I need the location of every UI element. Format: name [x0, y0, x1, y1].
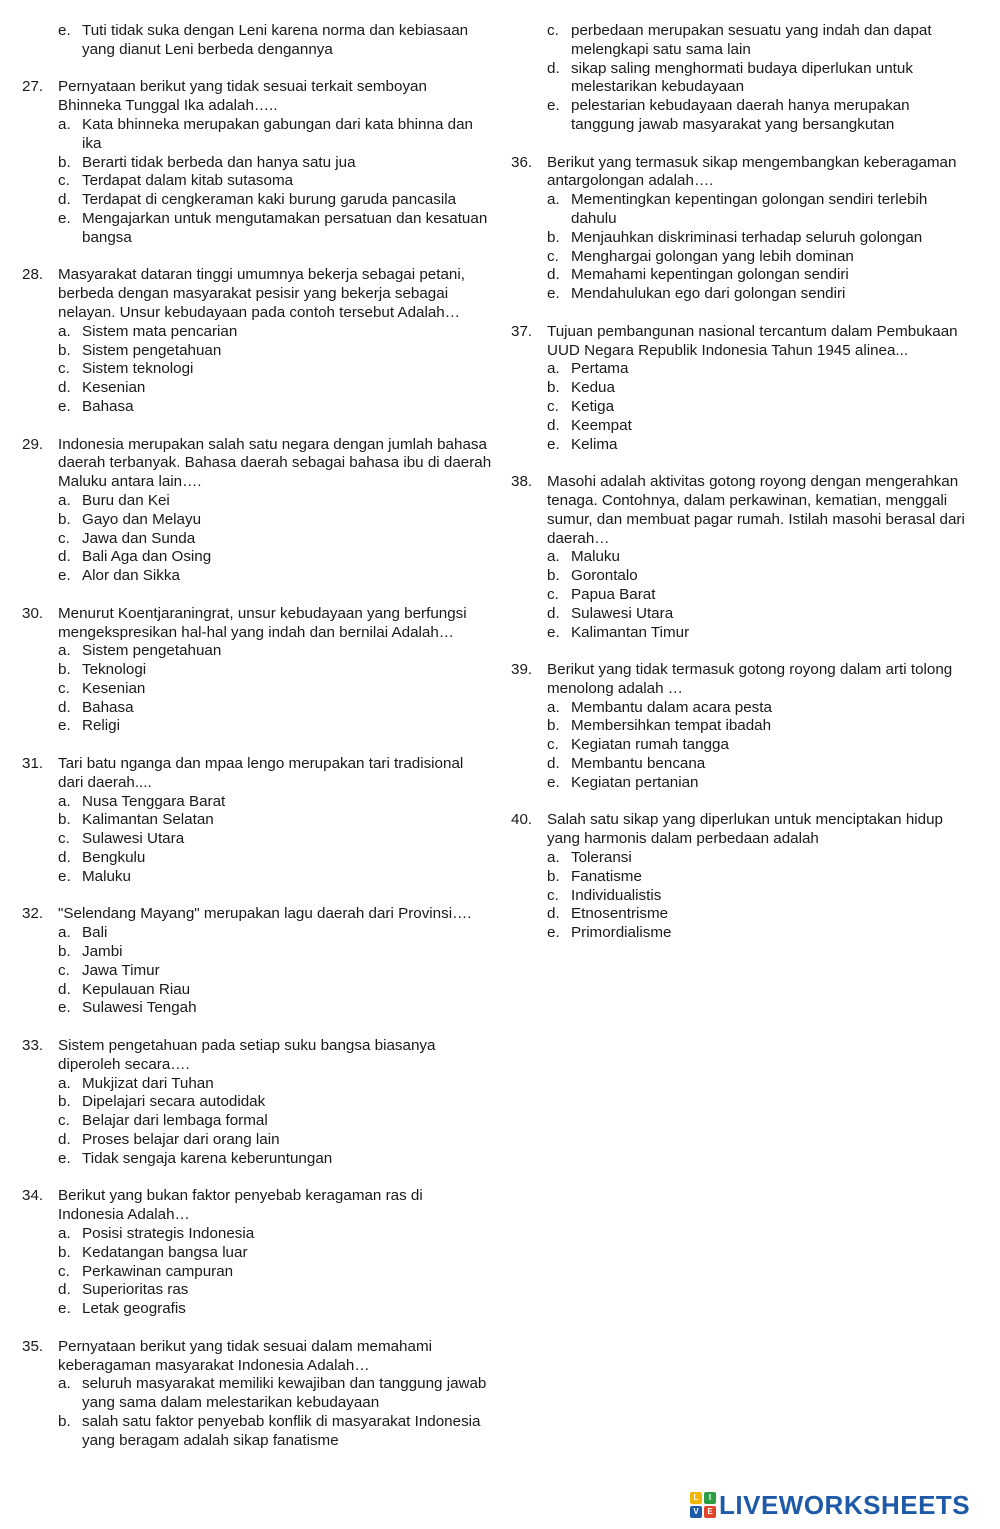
question-40 — [511, 811, 977, 943]
question-39 — [511, 661, 977, 793]
option-text: Sistem mata pencarian — [82, 322, 238, 340]
answer-option[interactable] — [22, 398, 492, 417]
option-text: Posisi strategis Indonesia — [82, 1225, 255, 1242]
option-letter: c. — [58, 830, 70, 848]
option-text: Kalimantan Selatan — [82, 811, 214, 829]
question-text: Masyarakat dataran tinggi umumnya bekerja sebagai petani, berbeda dengan masyarakat pesisir yang bekerja sebagai nelayan. Unsur kebudayaan pada contoh tersebut Adalah… — [58, 266, 465, 321]
question-stem — [22, 605, 492, 643]
brand-name: LIVEWORKSHEETS — [719, 1489, 971, 1520]
question-number: 35. — [22, 1337, 44, 1355]
option-letter: d. — [58, 1131, 71, 1149]
question-38 — [511, 473, 977, 642]
option-letter: e. — [58, 867, 71, 885]
question-stem — [22, 905, 492, 924]
answer-option[interactable] — [22, 492, 492, 511]
answer-option[interactable] — [511, 248, 977, 267]
option-letter: b. — [547, 228, 560, 246]
answer-option[interactable] — [511, 905, 977, 924]
option-text: salah satu faktor penyebab konflik di masyarakat Indonesia yang beragam adalah sikap fanatisme — [82, 1412, 481, 1449]
question-number: 29. — [22, 435, 44, 453]
option-letter: d. — [547, 416, 560, 434]
option-letter: b. — [547, 379, 560, 397]
question-number: 34. — [22, 1187, 44, 1205]
option-letter: e. — [58, 999, 71, 1017]
option-letter: a. — [547, 698, 560, 716]
option-letter: b. — [58, 341, 71, 359]
option-letter: e. — [58, 567, 71, 585]
option-letter: b. — [58, 510, 71, 528]
answer-option[interactable] — [511, 605, 977, 624]
answer-option[interactable] — [511, 586, 977, 605]
option-text: Mementingkan kepentingan golongan sendiri terlebih dahulu — [571, 191, 928, 227]
answer-option[interactable] — [22, 943, 492, 962]
answer-option[interactable] — [22, 567, 492, 586]
answer-option[interactable] — [22, 962, 492, 981]
option-text: Individualistis — [571, 886, 662, 904]
question-text: Berikut yang tidak termasuk gotong royong dalam arti tolong menolong adalah … — [547, 661, 953, 697]
question-number: 38. — [511, 473, 533, 491]
question-stem — [22, 436, 492, 492]
option-text: Ketiga — [571, 397, 615, 415]
option-letter: c. — [58, 1112, 70, 1130]
option-text: Sulawesi Utara — [82, 830, 185, 848]
option-letter: b. — [547, 717, 560, 735]
option-letter: c. — [58, 679, 70, 697]
option-letter: e. — [58, 717, 71, 735]
question-number: 39. — [511, 661, 533, 679]
answer-option[interactable] — [511, 774, 977, 793]
right-column — [511, 22, 977, 962]
answer-option[interactable] — [22, 1413, 492, 1451]
option-text: Perkawinan campuran — [82, 1262, 234, 1280]
option-text: Sulawesi Utara — [571, 604, 674, 622]
option-letter: a. — [547, 191, 560, 209]
answer-option[interactable] — [22, 793, 492, 812]
option-letter: e. — [58, 22, 71, 39]
question-36 — [511, 154, 977, 304]
answer-option[interactable] — [22, 1263, 492, 1282]
option-letter: a. — [547, 849, 560, 867]
question-stem — [511, 154, 977, 192]
option-letter: d. — [547, 266, 560, 284]
option-text: Mukjizat dari Tuhan — [82, 1074, 214, 1092]
option-letter: c. — [58, 360, 70, 378]
logo-tile: E — [704, 1506, 716, 1518]
answer-option[interactable] — [22, 22, 492, 60]
answer-option[interactable] — [511, 285, 977, 304]
option-text: Teknologi — [82, 661, 147, 679]
option-letter: c. — [547, 247, 559, 265]
option-letter: d. — [58, 980, 71, 998]
option-letter: b. — [58, 1412, 71, 1430]
option-letter: c. — [547, 585, 559, 603]
answer-option[interactable] — [22, 849, 492, 868]
option-text: seluruh masyarakat memiliki kewajiban dan tanggung jawab yang sama dalam melestarikan kebudayaan — [82, 1375, 487, 1412]
question-text: Indonesia merupakan salah satu negara dengan jumlah bahasa daerah terbanyak. Bahasa daerah sebagai bahasa ibu di daerah Maluku antara lain…. — [58, 435, 492, 491]
option-letter: b. — [547, 867, 560, 885]
option-text: Bali Aga dan Osing — [82, 548, 212, 566]
option-text: Fanatisme — [571, 867, 642, 885]
option-text: Belajar dari lembaga formal — [82, 1112, 268, 1130]
answer-option[interactable] — [22, 830, 492, 849]
option-text: Jawa dan Sunda — [82, 529, 196, 547]
question-text: Salah satu sikap yang diperlukan untuk menciptakan hidup yang harmonis dalam perbedaan adalah — [547, 811, 943, 848]
answer-option[interactable] — [22, 1281, 492, 1300]
option-text: Mendahulukan ego dari golongan sendiri — [571, 285, 846, 303]
option-text: Membersihkan tempat ibadah — [571, 717, 772, 735]
option-text: Membantu dalam acara pesta — [571, 698, 772, 716]
answer-option[interactable] — [22, 642, 492, 661]
question-text: Pernyataan berikut yang tidak sesuai dalam memahami keberagaman masyarakat Indonesia Adalah… — [58, 1337, 432, 1374]
option-letter: a. — [58, 491, 71, 509]
answer-option[interactable] — [511, 229, 977, 248]
option-letter: d. — [58, 548, 71, 566]
logo-tile: I — [704, 1492, 716, 1504]
answer-option[interactable] — [22, 999, 492, 1018]
answer-option[interactable] — [22, 511, 492, 530]
option-text: Kegiatan pertanian — [571, 773, 699, 791]
question-text: Tujuan pembangunan nasional tercantum dalam Pembukaan UUD Negara Republik Indonesia Tahun 1945 alinea... — [547, 322, 958, 359]
option-text: Pertama — [571, 360, 629, 378]
question-33 — [22, 1037, 492, 1169]
answer-option[interactable] — [22, 981, 492, 1000]
question-stem — [22, 1187, 492, 1225]
question-31 — [22, 755, 492, 887]
answer-option[interactable] — [22, 360, 492, 379]
option-text: Sulawesi Tengah — [82, 999, 197, 1017]
left-column — [22, 22, 492, 1469]
option-letter: d. — [547, 59, 560, 77]
option-letter: b. — [58, 943, 71, 961]
option-letter: d. — [547, 755, 560, 773]
option-text: Terdapat di cengkeraman kaki burung garuda pancasila — [82, 191, 457, 209]
option-text: Toleransi — [571, 849, 632, 867]
option-letter: e. — [547, 924, 560, 942]
option-letter: c. — [58, 529, 70, 547]
answer-option[interactable] — [22, 323, 492, 342]
answer-option[interactable] — [22, 191, 492, 210]
question-stem — [22, 266, 492, 322]
answer-option[interactable] — [511, 849, 977, 868]
option-letter: a. — [58, 322, 71, 340]
answer-option[interactable] — [22, 717, 492, 736]
option-text: Kesenian — [82, 379, 146, 397]
option-letter: e. — [547, 285, 560, 303]
option-letter: b. — [58, 661, 71, 679]
question-30 — [22, 605, 492, 737]
answer-option[interactable] — [511, 266, 977, 285]
question-number: 27. — [22, 78, 44, 96]
answer-option[interactable] — [22, 1131, 492, 1150]
option-text: Kedatangan bangsa luar — [82, 1243, 248, 1261]
option-letter: a. — [58, 1375, 71, 1393]
option-text: Tuti tidak suka dengan Leni karena norma dan kebiasaan yang dianut Leni berbeda dengannya — [82, 22, 469, 58]
answer-option[interactable] — [22, 1112, 492, 1131]
answer-option[interactable] — [511, 60, 977, 98]
option-letter: c. — [58, 172, 70, 190]
option-text: Jawa Timur — [82, 961, 160, 979]
option-text: Jambi — [82, 943, 123, 961]
option-letter: a. — [58, 1074, 71, 1092]
answer-option[interactable] — [511, 567, 977, 586]
option-text: Memahami kepentingan golongan sendiri — [571, 266, 849, 284]
option-text: Menghargai golongan yang lebih dominan — [571, 247, 854, 265]
option-text: Religi — [82, 717, 120, 735]
option-letter: e. — [58, 209, 71, 227]
answer-option[interactable] — [22, 530, 492, 549]
logo-tile: L — [690, 1492, 702, 1504]
option-letter: a. — [547, 360, 560, 378]
option-letter: e. — [547, 435, 560, 453]
question-stem — [22, 755, 492, 793]
option-letter: b. — [58, 1093, 71, 1111]
option-letter: c. — [547, 736, 559, 754]
option-text: Nusa Tenggara Barat — [82, 792, 226, 810]
answer-option[interactable] — [511, 624, 977, 643]
option-text: Gayo dan Melayu — [82, 510, 202, 528]
option-text: Kedua — [571, 379, 615, 397]
answer-option[interactable] — [511, 548, 977, 567]
answer-option[interactable] — [22, 172, 492, 191]
option-letter: d. — [58, 191, 71, 209]
answer-option[interactable] — [22, 661, 492, 680]
question-text: Masohi adalah aktivitas gotong royong dengan mengerahkan tenaga. Contohnya, dalam perkawinan, kematian, menggali sumur, dan membuat pagar rumah. Istilah masohi berasal dari daerah… — [547, 473, 965, 547]
answer-option[interactable] — [22, 1150, 492, 1169]
option-letter: b. — [58, 153, 71, 171]
answer-option[interactable] — [511, 191, 977, 229]
option-text: Kepulauan Riau — [82, 980, 191, 998]
option-text: Kalimantan Timur — [571, 623, 690, 641]
option-text: Dipelajari secara autodidak — [82, 1093, 266, 1111]
option-letter: b. — [58, 1243, 71, 1261]
liveworksheets-logo-icon — [690, 1492, 716, 1518]
option-text: Kesenian — [82, 679, 146, 697]
answer-option[interactable] — [511, 417, 977, 436]
option-text: Bahasa — [82, 698, 134, 716]
answer-option[interactable] — [511, 699, 977, 718]
option-letter: a. — [547, 548, 560, 566]
answer-option[interactable] — [22, 1300, 492, 1319]
option-letter: d. — [58, 849, 71, 867]
answer-option[interactable] — [22, 868, 492, 887]
question-28 — [22, 266, 492, 416]
option-text: Bali — [82, 924, 108, 942]
question-number: 31. — [22, 755, 44, 773]
question-number: 30. — [22, 604, 44, 622]
question-number: 32. — [22, 905, 44, 923]
answer-option[interactable] — [511, 755, 977, 774]
answer-option[interactable] — [511, 717, 977, 736]
option-text: Kelima — [571, 435, 618, 453]
answer-option[interactable] — [511, 887, 977, 906]
option-text: perbedaan merupakan sesuatu yang indah dan dapat melengkapi satu sama lain — [571, 22, 932, 58]
option-letter: c. — [547, 397, 559, 415]
option-text: Mengajarkan untuk mengutamakan persatuan dan kesatuan bangsa — [82, 209, 488, 246]
question-stem — [511, 473, 977, 548]
answer-option[interactable] — [22, 116, 492, 154]
question-35 — [22, 1338, 492, 1451]
option-letter: d. — [58, 379, 71, 397]
option-text: Maluku — [571, 548, 620, 566]
answer-option[interactable] — [22, 680, 492, 699]
answer-option[interactable] — [22, 1244, 492, 1263]
question-27 — [22, 78, 492, 247]
answer-option[interactable] — [511, 398, 977, 417]
answer-option[interactable] — [511, 97, 977, 135]
option-text: Gorontalo — [571, 567, 638, 585]
answer-option[interactable] — [511, 379, 977, 398]
answer-option[interactable] — [511, 924, 977, 943]
option-letter: c. — [547, 22, 559, 39]
answer-option[interactable] — [22, 924, 492, 943]
option-letter: d. — [547, 604, 560, 622]
option-letter: c. — [58, 961, 70, 979]
option-letter: d. — [58, 698, 71, 716]
option-letter: a. — [58, 1225, 71, 1242]
option-letter: a. — [58, 115, 71, 133]
question-text: "Selendang Mayang" merupakan lagu daerah dari Provinsi…. — [58, 905, 472, 923]
answer-option[interactable] — [22, 210, 492, 248]
question-stem — [22, 1338, 492, 1376]
answer-option[interactable] — [22, 154, 492, 173]
question-text: Berikut yang bukan faktor penyebab keragaman ras di Indonesia Adalah… — [58, 1187, 423, 1224]
option-letter: a. — [58, 642, 71, 660]
option-text: Proses belajar dari orang lain — [82, 1131, 280, 1149]
option-text: Alor dan Sikka — [82, 567, 180, 585]
question-number: 37. — [511, 322, 533, 340]
option-letter: a. — [58, 792, 71, 810]
option-text: Berarti tidak berbeda dan hanya satu jua — [82, 153, 356, 171]
option-letter: e. — [547, 773, 560, 791]
liveworksheets-brand[interactable] — [690, 1490, 990, 1520]
option-text: Bahasa — [82, 397, 134, 415]
option-text: Papua Barat — [571, 585, 656, 603]
option-text: Maluku — [82, 867, 131, 885]
answer-option[interactable] — [511, 436, 977, 455]
option-text: Membantu bencana — [571, 755, 706, 773]
question-37 — [511, 323, 977, 455]
question-29 — [22, 436, 492, 586]
option-letter: d. — [547, 905, 560, 923]
option-letter: e. — [58, 1149, 71, 1167]
option-text: Menjauhkan diskriminasi terhadap seluruh golongan — [571, 228, 923, 246]
option-letter: d. — [58, 1281, 71, 1299]
option-letter: c. — [58, 1262, 70, 1280]
answer-option[interactable] — [22, 1225, 492, 1244]
option-letter: b. — [58, 811, 71, 829]
question-stem — [22, 78, 492, 116]
option-text: Etnosentrisme — [571, 905, 669, 923]
option-text: Primordialisme — [571, 924, 672, 942]
question-stem — [511, 323, 977, 361]
question-stem — [22, 1037, 492, 1075]
question-text: Sistem pengetahuan pada setiap suku bangsa biasanya diperoleh secara…. — [58, 1037, 436, 1073]
answer-option[interactable] — [22, 548, 492, 567]
answer-option[interactable] — [511, 868, 977, 887]
question-32 — [22, 905, 492, 1018]
question-text: Tari batu nganga dan mpaa lengo merupakan tari tradisional dari daerah.... — [58, 755, 464, 791]
question-number: 36. — [511, 153, 533, 171]
option-letter: e. — [547, 97, 560, 115]
question-continued — [511, 22, 977, 135]
question-stem — [511, 811, 977, 849]
option-letter: a. — [58, 924, 71, 942]
option-letter: c. — [547, 886, 559, 904]
option-text: Sistem pengetahuan — [82, 642, 222, 660]
option-letter: e. — [547, 623, 560, 641]
question-text: Berikut yang termasuk sikap mengembangkan keberagaman antargolongan adalah…. — [547, 153, 957, 190]
question-stem — [511, 661, 977, 699]
answer-option[interactable] — [22, 379, 492, 398]
answer-option[interactable] — [22, 1075, 492, 1094]
option-text: Keempat — [571, 416, 632, 434]
option-letter: b. — [547, 567, 560, 585]
answer-option[interactable] — [511, 360, 977, 379]
answer-option[interactable] — [511, 22, 977, 60]
option-text: Superioritas ras — [82, 1281, 189, 1299]
option-text: sikap saling menghormati budaya diperlukan untuk melestarikan kebudayaan — [571, 59, 913, 96]
answer-option[interactable] — [22, 342, 492, 361]
logo-tile: V — [690, 1506, 702, 1518]
question-number: 40. — [511, 811, 533, 829]
option-text: Letak geografis — [82, 1300, 186, 1318]
question-text: Menurut Koentjaraningrat, unsur kebudayaan yang berfungsi mengekspresikan hal-hal yang indah dan bernilai Adalah… — [58, 604, 467, 641]
question-continued — [22, 22, 492, 60]
question-number: 33. — [22, 1037, 44, 1055]
question-34 — [22, 1187, 492, 1319]
question-text: Pernyataan berikut yang tidak sesuai terkait semboyan Bhinneka Tunggal Ika adalah….. — [58, 78, 427, 115]
option-text: Bengkulu — [82, 849, 146, 867]
option-text: Kata bhinneka merupakan gabungan dari kata bhinna dan ika — [82, 115, 473, 152]
answer-option[interactable] — [22, 811, 492, 830]
option-text: Terdapat dalam kitab sutasoma — [82, 172, 294, 190]
answer-option[interactable] — [511, 736, 977, 755]
answer-option[interactable] — [22, 1093, 492, 1112]
option-text: Tidak sengaja karena keberuntungan — [82, 1149, 333, 1167]
option-text: pelestarian kebudayaan daerah hanya merupakan tanggung jawab masyarakat yang bersangkutan — [571, 97, 910, 133]
answer-option[interactable] — [22, 1375, 492, 1413]
option-text: Kegiatan rumah tangga — [571, 736, 729, 754]
option-text: Sistem teknologi — [82, 360, 194, 378]
answer-option[interactable] — [22, 699, 492, 718]
option-text: Sistem pengetahuan — [82, 341, 222, 359]
option-letter: e. — [58, 397, 71, 415]
question-number: 28. — [22, 266, 44, 284]
option-text: Buru dan Kei — [82, 491, 170, 509]
option-letter: e. — [58, 1300, 71, 1318]
